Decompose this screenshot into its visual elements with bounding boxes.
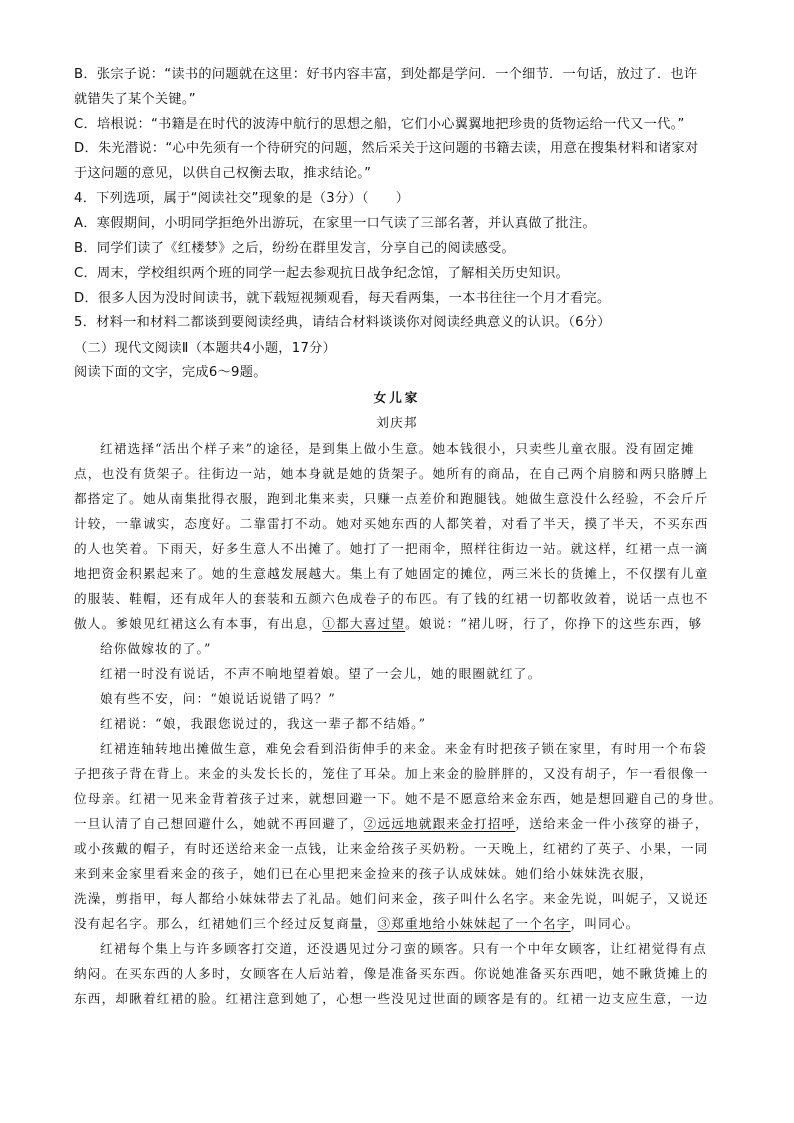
p1-line-8 xyxy=(74,615,702,633)
reading-instruction: 阅读下面的文字，完成6～9题。 xyxy=(74,365,267,380)
p5-line-4-a: 一旦认清了自己想回避什么，她就不再回避了， xyxy=(74,816,364,831)
p5-line-2: 子把孩子背在背上。来金的头发长长的，笼住了耳朵。加上来金的脸胖胖的，又没有胡子，乍一看很像一 xyxy=(74,766,709,781)
p1-line-7: 的服装、鞋帽，还有成年人的套装和五颜六色成卷子的布匹。有了钱的红裙一切都收敛着，说话一点也不 xyxy=(74,591,709,606)
p5-line-6: 来到来金家里看来金的孩子，她们已在心里把来金捡来的孩子认成妹妹。她们给小妹妹洗衣服， xyxy=(74,866,654,881)
option-d-line-1: D．朱光潜说：“心中先须有一个待研究的问题，然后采关于这问题的书籍去读，用意在搜集材料和诸家对 xyxy=(74,141,699,156)
q4-option-d: D．很多人因为没时间读书，就下载短视频观看，每天看两集，一本书往往一个月才看完。 xyxy=(74,291,611,306)
p6-line-3: 东西，却瞅着红裙的脸。红裙注意到她了，心想一些没见过世面的顾客是有的。红裙一边支应生意，一边 xyxy=(74,991,709,1006)
p5-line-8-b: ，叫同心。 xyxy=(570,916,640,931)
p1-line-2: 点，也没有货架子。往街边一站，她本身就是她的货架子。她所有的商品，在自己两个肩膀和两只胳膊上 xyxy=(74,466,709,481)
p1-line-3: 都搭定了。她从南集批得衣服，跑到北集来卖，只赚一点差价和跑腿钱。她做生意没什么经验，不会斤斤 xyxy=(74,491,709,506)
option-b-line-1: B．张宗子说：“读书的问题就在这里：好书内容丰富，到处都是学问．一个细节．一句话，放过了．也许 xyxy=(74,67,698,82)
p1-line-9: 给你做嫁妆的了。” xyxy=(100,641,212,656)
p1-line-6: 地把资金积累起来了。她的生意越发展越大。集上有了她固定的摊位，两三米长的货摊上，不仅摆有儿童 xyxy=(74,566,709,581)
p2: 红裙一时没有说话，不声不响地望着娘。望了一会儿，她的眼圈就红了。 xyxy=(100,666,542,681)
p5-line-3: 位母亲。红裙一见来金背着孩子过来，就想回避一下。她不是不愿意给来金东西，她是想回避自己的身世。 xyxy=(74,791,723,806)
option-c-line: C．培根说：“书籍是在时代的波涛中航行的思想之船，它们小心翼翼地把珍贵的货物运给一代又一代。” xyxy=(74,117,685,132)
p5-line-4 xyxy=(74,815,709,833)
story-author: 刘庆邦 xyxy=(376,415,418,430)
p1-line-8-b: 。娘说：“裙儿呀，行了，你挣下的这些东西，够 xyxy=(405,616,703,631)
p4: 红裙说：“娘，我跟您说过的，我这一辈子都不结婚。” xyxy=(100,716,427,731)
question-4: 4．下列选项，属于“阅读社交”现象的是（3分）（ ） xyxy=(74,191,410,206)
q4-option-a: A．寒假期间，小明同学拒绝外出游玩，在家里一口气读了三部名著，并认真做了批注。 xyxy=(74,216,596,231)
q4-option-b: B．同学们读了《红楼梦》之后，纷纷在群里发言，分享自己的阅读感受。 xyxy=(74,241,515,256)
p5-line-7: 洗澡，剪指甲，每人都给小妹妹带去了礼品。她们问来金，孩子叫什么名字。来金先说，叫妮子，又说还 xyxy=(74,891,709,906)
p5-line-5: 或小孩戴的帽子，有时还送给来金一点钱，让来金给孩子买奶粉。一天晚上，红裙约了英子、小果，一同 xyxy=(74,841,709,856)
p6-line-1: 红裙每个集上与许多顾客打交道，还没遇见过分刁蛮的顾客。只有一个中年女顾客，让红裙觉得有点 xyxy=(100,941,707,956)
question-5: 5．材料一和材料二都谈到要阅读经典，请结合材料谈谈你对阅读经典意义的认识。（6分） xyxy=(74,315,611,330)
p3: 娘有些不安，问：“娘说话说错了吗？” xyxy=(100,691,336,706)
option-d-line-2: 于这问题的意见，以供自己权衡去取，推求结论。” xyxy=(74,166,372,181)
section-heading: （二）现代文阅读Ⅱ（本题共4小题，17分） xyxy=(74,341,337,356)
underlined-phrase-2: ②远远地就跟来金打招呼 xyxy=(363,816,516,831)
p5-line-8 xyxy=(74,915,640,933)
q4-option-c: C．周末，学校组织两个班的同学一起去参观抗日战争纪念馆，了解相关历史知识。 xyxy=(74,266,570,281)
p1-line-4: 计较，一靠诚实，态度好。二靠雷打不动。她对买她东西的人都笑着，对看了半天，摸了半天，不买东西 xyxy=(74,516,709,531)
p1-line-1: 红裙选择“活出个样子来”的途径，是到集上做小生意。她本钱很小，只卖些儿童衣服。没有固定摊 xyxy=(100,441,695,456)
option-b-line-2: 就错失了某个关键。” xyxy=(74,92,196,107)
story-title: 女儿家 xyxy=(373,390,421,405)
p1-line-8-a: 傲人。爹娘见红裙这么有本事，有出息， xyxy=(74,616,323,631)
p1-line-5: 的人也笑着。下雨天，好多生意人不出摊了。她打了一把雨伞，照样往街边一站。就这样，红裙一点一滴 xyxy=(74,541,709,556)
underlined-phrase-3: ③郑重地给小妹妹起了一个名字 xyxy=(377,916,571,931)
p6-line-2: 纳闷。在买东西的人多时，女顾客在人后站着，像是准备买东西。你说她准备买东西吧，她不瞅货摊上的 xyxy=(74,966,709,981)
p5-line-4-b: ，送给来金一件小孩穿的褂子， xyxy=(515,816,709,831)
underlined-phrase-1: ①都大喜过望 xyxy=(322,616,406,631)
p5-line-8-a: 没有起名字。那么，红裙她们三个经过反复商量， xyxy=(74,916,378,931)
p5-line-1: 红裙连轴转地出摊做生意，难免会看到沿街伸手的来金。来金有时把孩子锁在家里，有时用一个布袋 xyxy=(100,741,707,756)
